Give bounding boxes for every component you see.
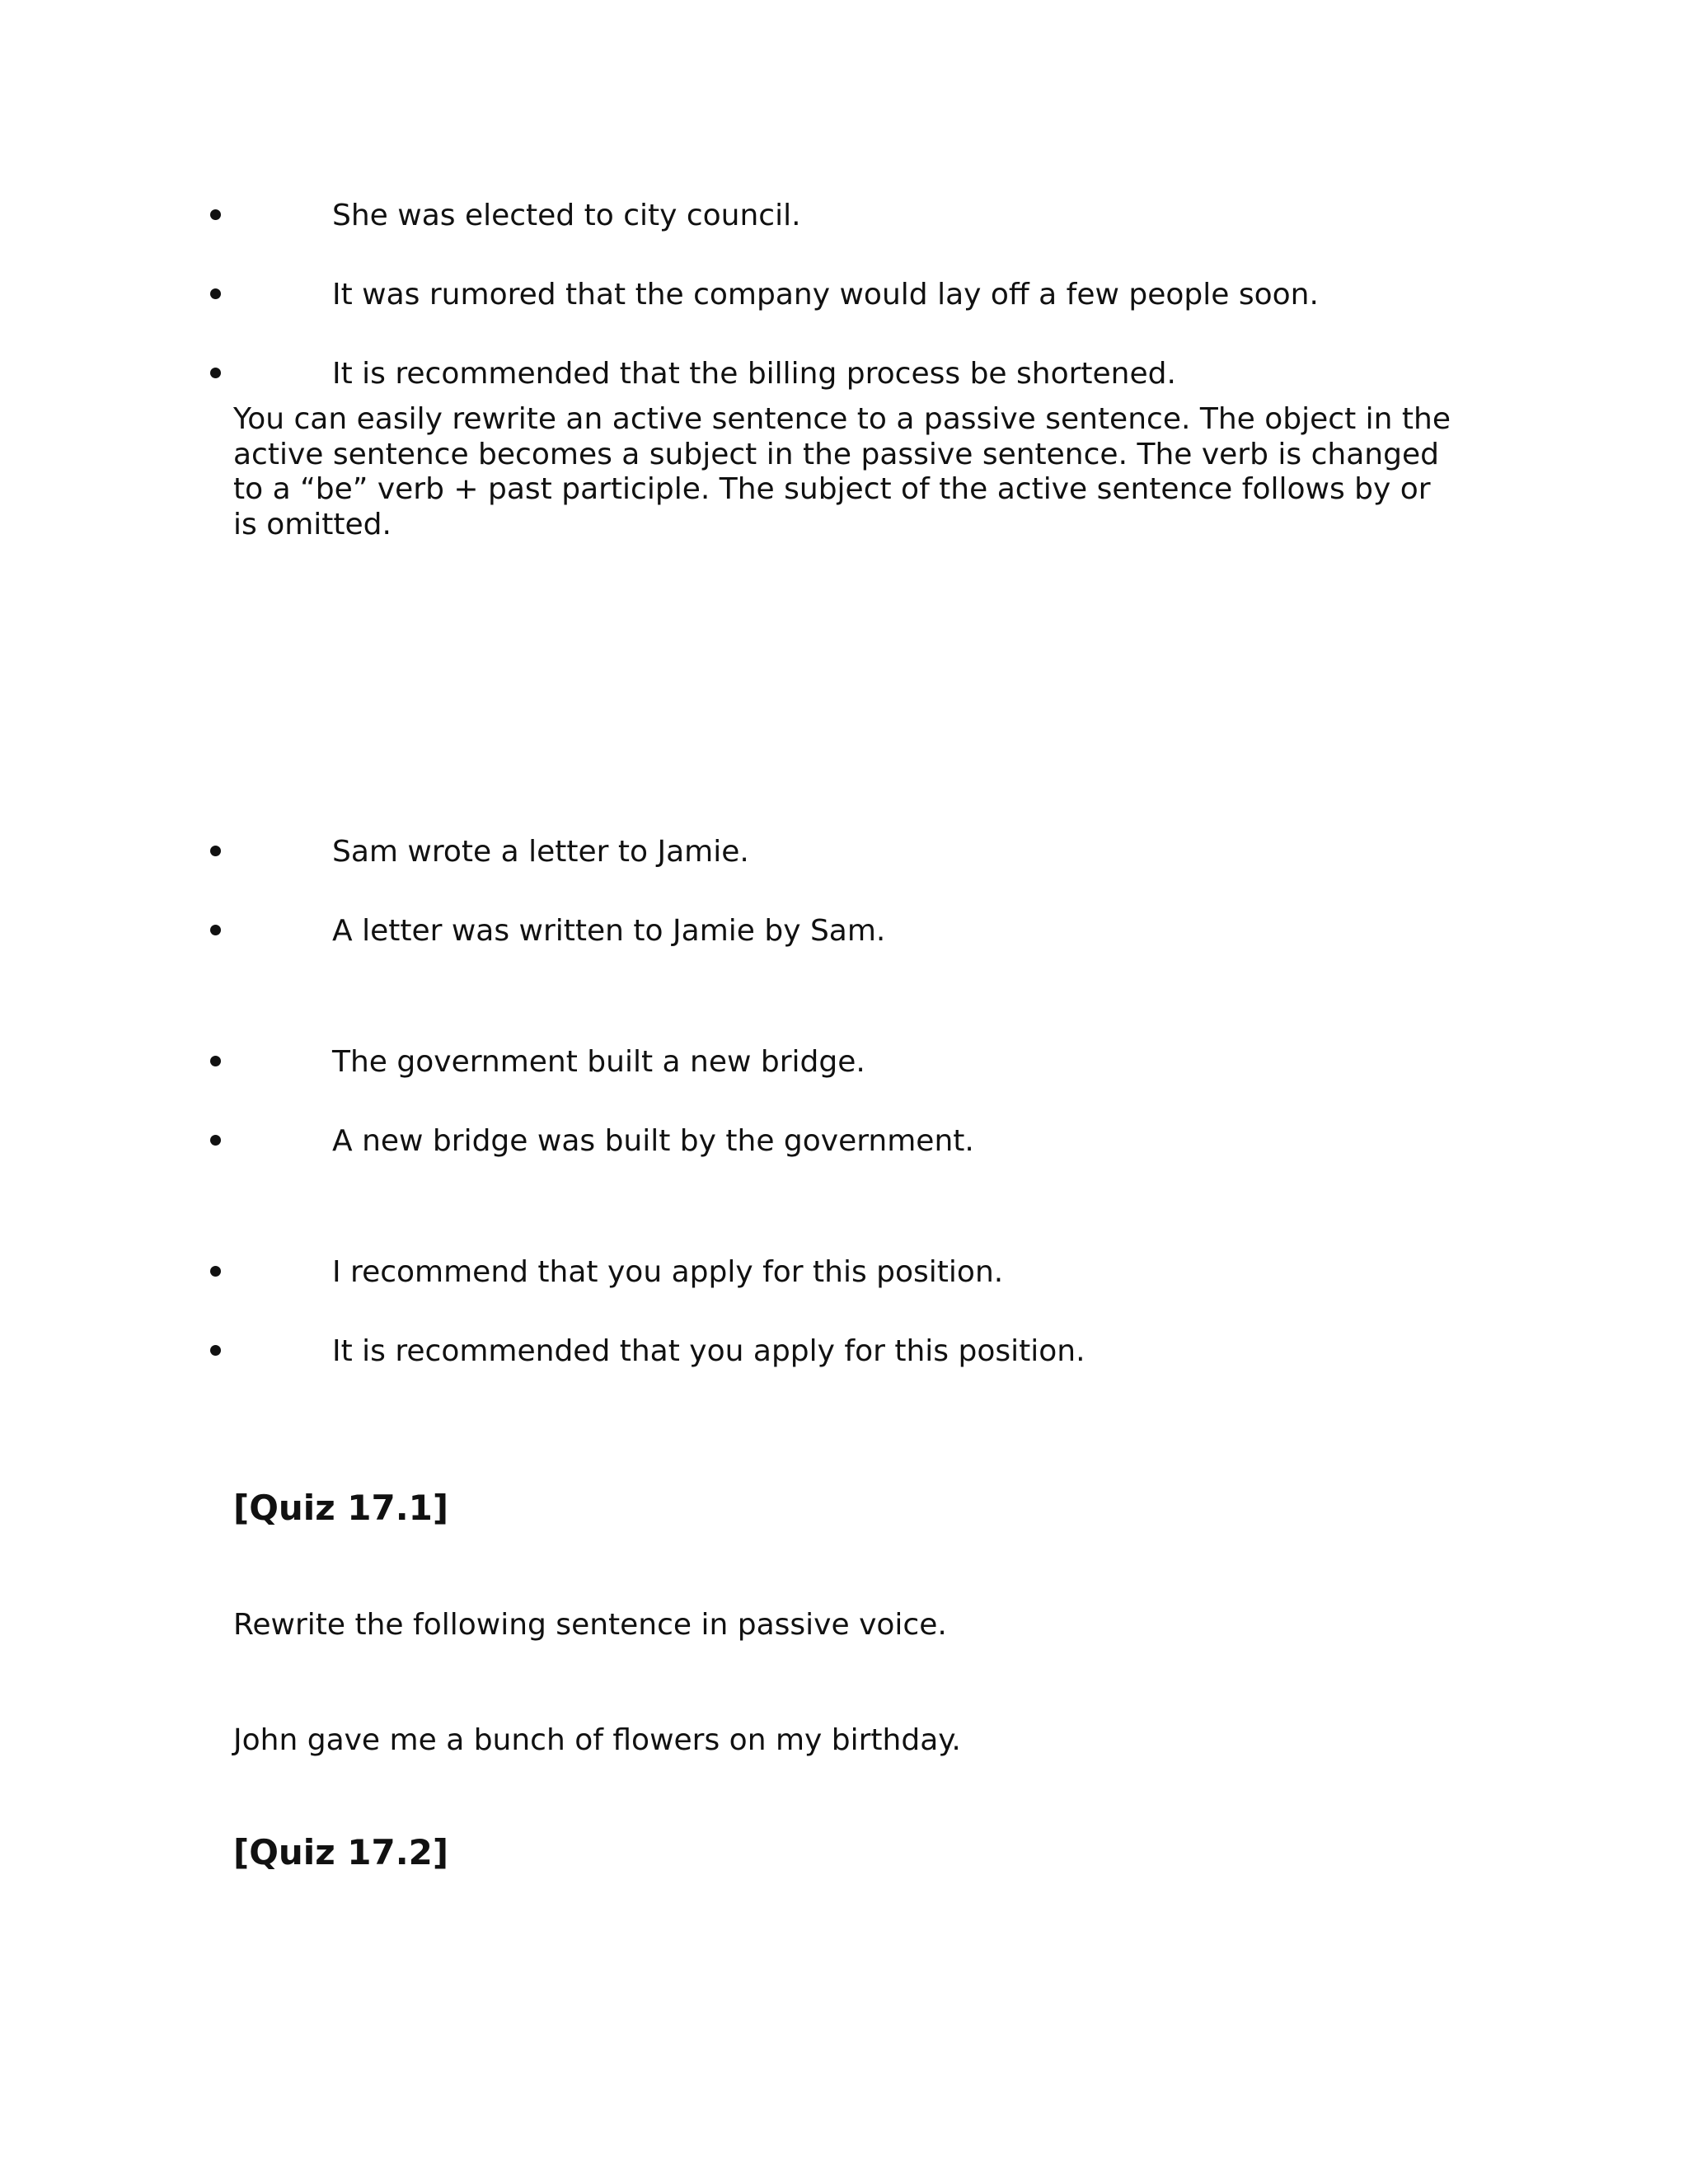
quiz-1-instruction: Rewrite the following sentence in passive voice.	[233, 1608, 947, 1642]
list-item	[210, 356, 1447, 397]
list-item	[210, 277, 1447, 318]
bullet-icon	[210, 288, 221, 299]
example-active	[210, 1044, 1447, 1085]
passive-sentence: It is recommended that you apply for this position.	[332, 1334, 1085, 1368]
active-sentence: Sam wrote a letter to Jamie.	[332, 835, 749, 869]
passive-sentence: A letter was written to Jamie by Sam.	[332, 914, 886, 948]
example-active	[210, 834, 1447, 875]
bullet-icon	[210, 1266, 221, 1277]
example-passive	[210, 1123, 1447, 1165]
list-item	[210, 198, 1447, 239]
passive-sentence: A new bridge was built by the government.	[332, 1124, 974, 1158]
bullet-icon	[210, 209, 221, 220]
quiz-1-heading: [Quiz 17.1]	[233, 1488, 449, 1528]
example-active	[210, 1254, 1447, 1296]
list-item-text: It is recommended that the billing process be shortened.	[332, 357, 1176, 391]
quiz-1-sentence: John gave me a bunch of flowers on my birthday.	[233, 1723, 961, 1757]
intro-paragraph: You can easily rewrite an active sentence to a passive sentence. The object in the active sentence becomes a subject in the passive sentence. The verb is changed to a “be” verb + past participle. The subject of the active sentence follows by or is omitted.	[233, 402, 1451, 541]
example-passive	[210, 1333, 1447, 1375]
active-sentence: I recommend that you apply for this position.	[332, 1255, 1004, 1289]
list-item-text: She was elected to city council.	[332, 199, 801, 232]
bullet-icon	[210, 1345, 221, 1356]
bullet-icon	[210, 1135, 221, 1146]
bullet-icon	[210, 368, 221, 378]
bullet-icon	[210, 925, 221, 935]
example-passive	[210, 913, 1447, 954]
active-sentence: The government built a new bridge.	[332, 1045, 865, 1079]
list-item-text: It was rumored that the company would lay off a few people soon.	[332, 278, 1319, 312]
bullet-icon	[210, 1056, 221, 1066]
bullet-icon	[210, 846, 221, 856]
quiz-2-heading: [Quiz 17.2]	[233, 1832, 449, 1872]
